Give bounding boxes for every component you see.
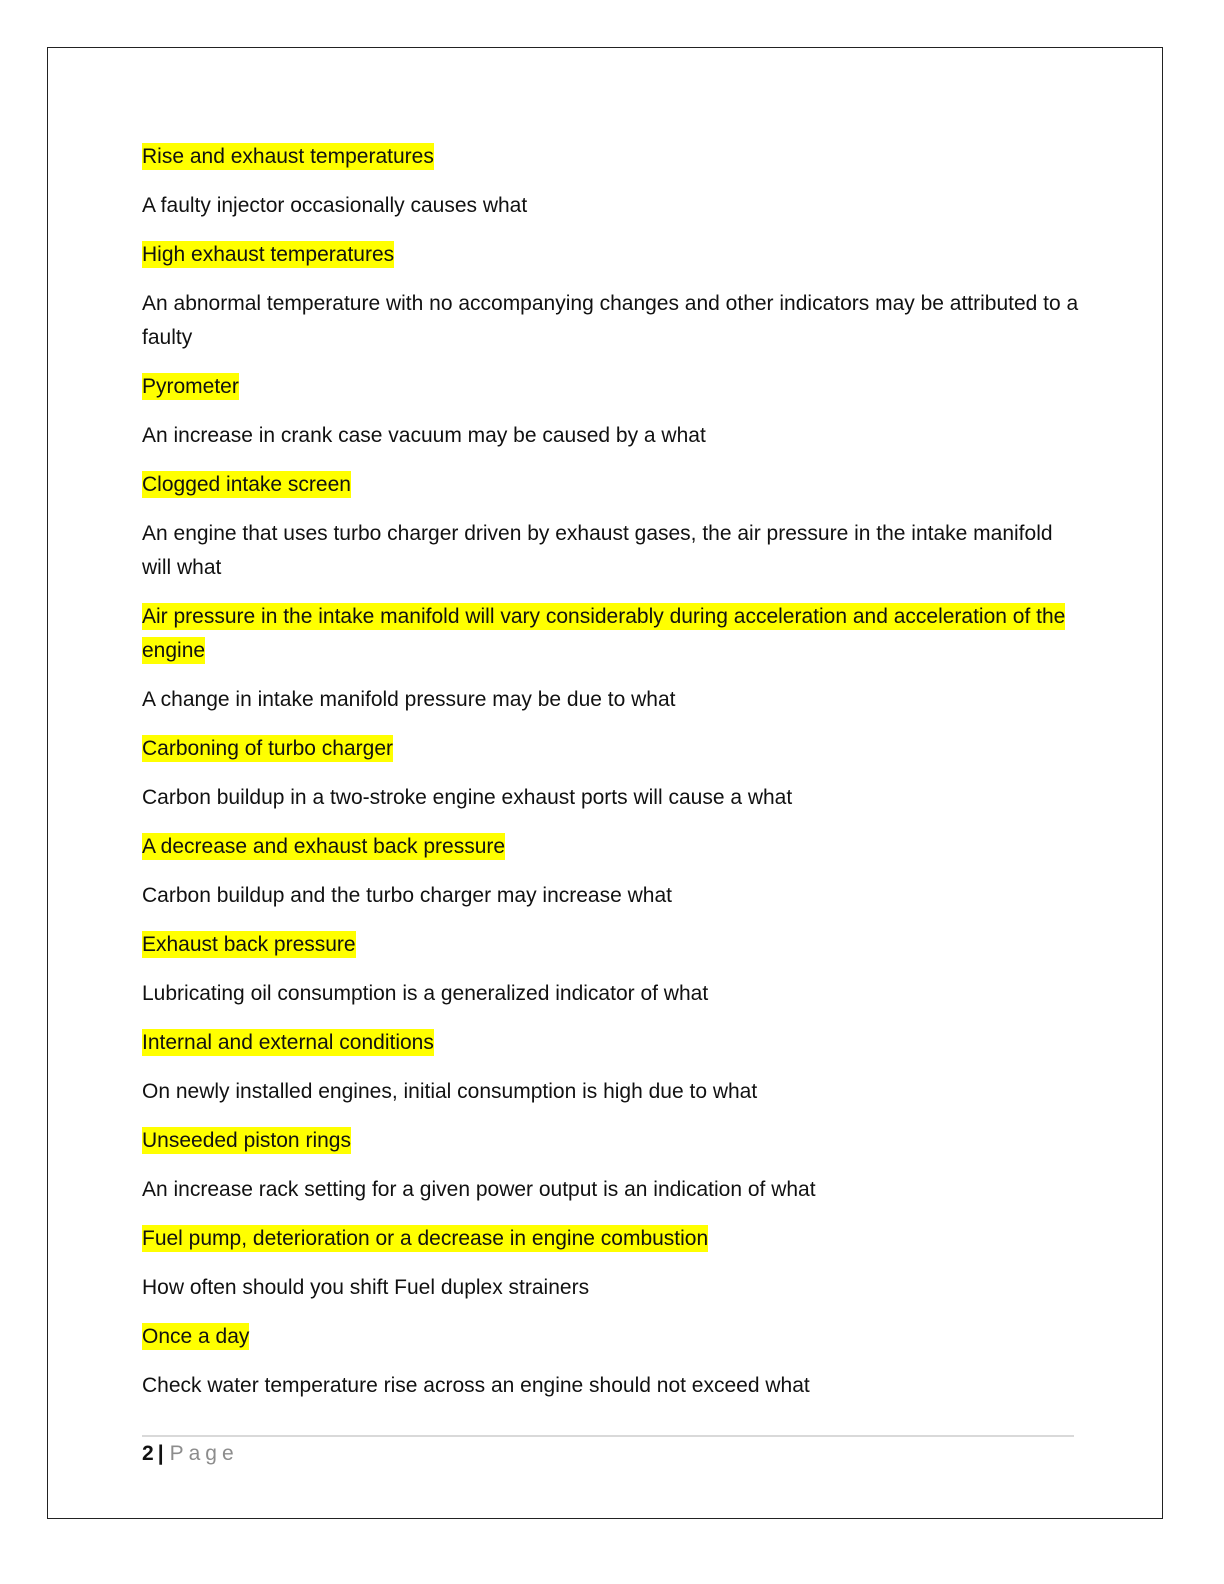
footer-divider: [142, 1435, 1074, 1437]
question-paragraph: [142, 189, 1082, 223]
answer-paragraph: [142, 600, 1082, 668]
answer-paragraph: [142, 370, 1082, 404]
answer-paragraph: [142, 830, 1082, 864]
answer-text: Exhaust back pressure: [142, 933, 356, 956]
question-paragraph: [142, 977, 1082, 1011]
question-text: An increase in crank case vacuum may be caused by a what: [142, 424, 706, 447]
question-paragraph: [142, 517, 1082, 585]
answer-text: Rise and exhaust temperatures: [142, 145, 434, 168]
question-paragraph: [142, 1271, 1082, 1305]
question-text: An abnormal temperature with no accompanying changes and other indicators may be attributed to a faulty: [142, 292, 1079, 349]
page-footer: [142, 1440, 239, 1468]
question-paragraph: [142, 781, 1082, 815]
answer-text: A decrease and exhaust back pressure: [142, 835, 506, 858]
answer-paragraph: [142, 1222, 1082, 1256]
question-paragraph: [142, 419, 1082, 453]
answer-text: Unseeded piston rings: [142, 1129, 351, 1152]
answer-text: High exhaust temperatures: [142, 243, 395, 266]
question-text: Check water temperature rise across an engine should not exceed what: [142, 1374, 810, 1397]
answer-text: Clogged intake screen: [142, 473, 351, 496]
question-paragraph: [142, 1369, 1082, 1403]
footer-separator: |: [157, 1442, 164, 1465]
answer-paragraph: [142, 1026, 1082, 1060]
question-text: Carbon buildup in a two-stroke engine exhaust ports will cause a what: [142, 786, 793, 809]
question-text: A faulty injector occasionally causes what: [142, 194, 528, 217]
answer-text: Fuel pump, deterioration or a decrease in engine combustion: [142, 1227, 709, 1250]
question-text: How often should you shift Fuel duplex strainers: [142, 1276, 590, 1299]
answer-paragraph: [142, 468, 1082, 502]
question-paragraph: [142, 879, 1082, 913]
question-paragraph: [142, 683, 1082, 717]
question-paragraph: [142, 1075, 1082, 1109]
question-text: Carbon buildup and the turbo charger may increase what: [142, 884, 672, 907]
answer-text: Air pressure in the intake manifold will vary considerably during acceleration and acceleration of the engine: [142, 605, 1066, 662]
question-text: A change in intake manifold pressure may be due to what: [142, 688, 676, 711]
question-paragraph: [142, 287, 1082, 355]
page-number: 2: [142, 1442, 154, 1465]
question-text: Lubricating oil consumption is a generalized indicator of what: [142, 982, 709, 1005]
answer-paragraph: [142, 1124, 1082, 1158]
question-text: An engine that uses turbo charger driven by exhaust gases, the air pressure in the intake manifold will what: [142, 522, 1053, 579]
question-text: On newly installed engines, initial consumption is high due to what: [142, 1080, 758, 1103]
answer-paragraph: [142, 140, 1082, 174]
answer-paragraph: [142, 1320, 1082, 1354]
page-label: Page: [169, 1442, 239, 1465]
answer-text: Pyrometer: [142, 375, 239, 398]
answer-paragraph: [142, 928, 1082, 962]
document-body: [142, 140, 1082, 1418]
answer-text: Carboning of turbo charger: [142, 737, 393, 760]
answer-text: Internal and external conditions: [142, 1031, 434, 1054]
question-text: An increase rack setting for a given power output is an indication of what: [142, 1178, 816, 1201]
answer-paragraph: [142, 732, 1082, 766]
answer-text: Once a day: [142, 1325, 250, 1348]
answer-paragraph: [142, 238, 1082, 272]
question-paragraph: [142, 1173, 1082, 1207]
